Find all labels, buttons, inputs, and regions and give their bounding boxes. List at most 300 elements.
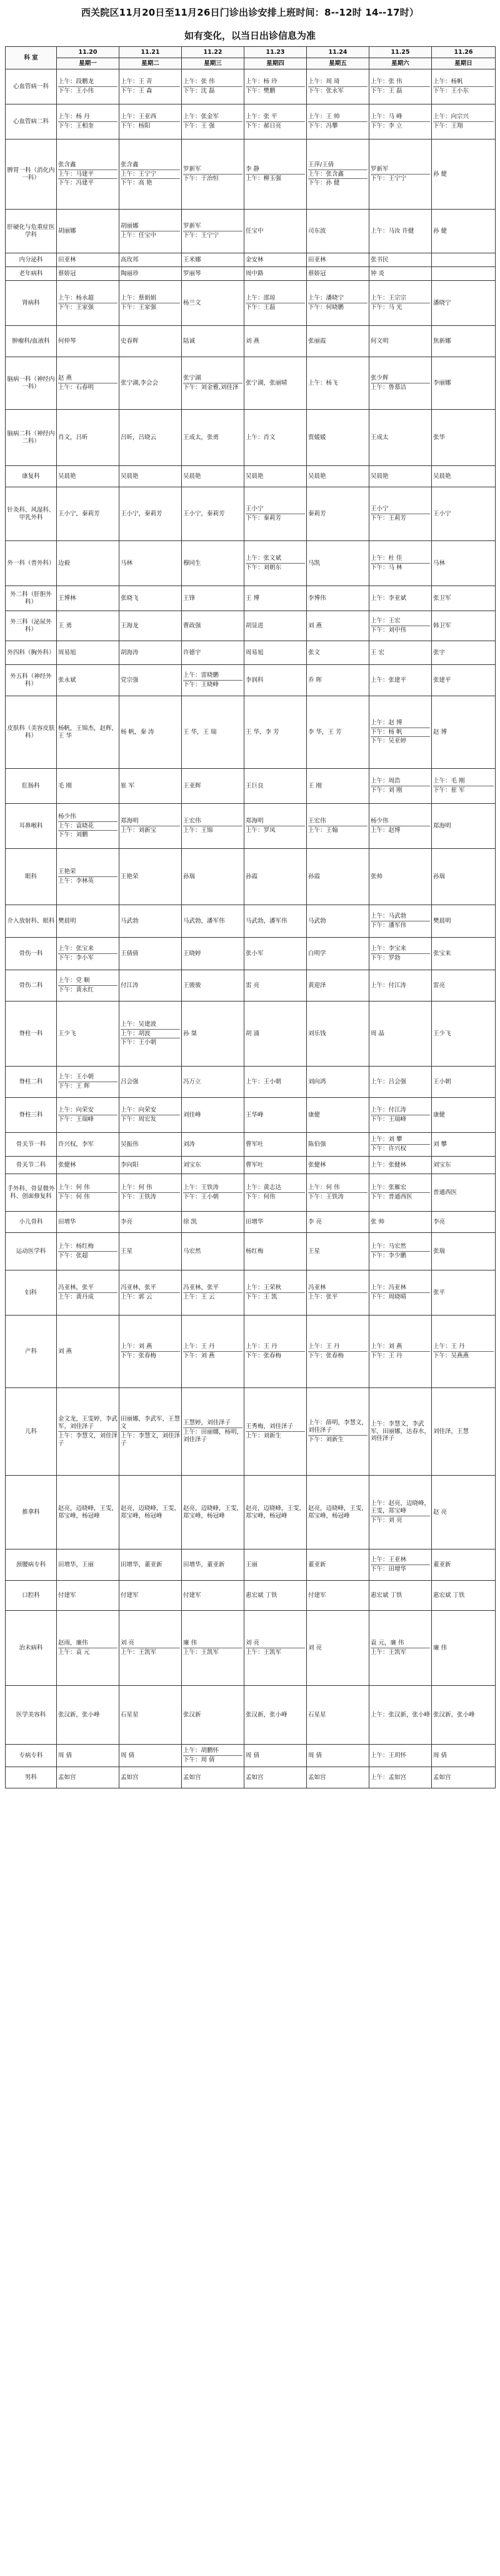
doctor-slot: 张小军 (246, 950, 264, 957)
schedule-cell (369, 326, 432, 357)
doctor-slot: 王亚辉 (183, 782, 201, 789)
doctor-slot: 下午：王小朝 (183, 1192, 242, 1201)
doctor-slot: 下午：孙 健 (308, 178, 368, 187)
schedule-cell (369, 267, 432, 281)
doctor-slot: 上午：王玥怀 (371, 1752, 407, 1759)
schedule-cell (119, 1686, 182, 1745)
doctor-slot: 上午：张 伟 (183, 78, 215, 86)
schedule-cell (57, 253, 119, 267)
doctor-slot: 下午：王 强 (183, 121, 242, 130)
doctor-slot: 冯亚林，张平 (183, 1284, 219, 1292)
day-weekday: 星期一 (57, 58, 119, 69)
doctor-slot: 上午：刘 攀 (371, 1136, 402, 1143)
doctor-slot: 上午：王亚林 (371, 1556, 407, 1564)
schedule-cell (182, 849, 244, 905)
schedule-cell (432, 1270, 496, 1316)
schedule-cell (369, 1157, 432, 1174)
doctor-slot: 上午：黄丹成 (58, 1292, 118, 1301)
doctor-slot: 上午：马 峰 (371, 113, 402, 121)
doctor-slot: 袁 元，廉 伟 (371, 1640, 404, 1647)
doctor-slot: 赵亮，迈晓峰，王雯，郑宝峰，杨冠峰 (246, 1504, 306, 1519)
schedule-row (6, 1212, 496, 1233)
schedule-cell (119, 1581, 182, 1611)
doctor-slot: 崔 军 (121, 782, 135, 789)
schedule-cell (119, 1767, 182, 1788)
schedule-cell (182, 641, 244, 665)
schedule-cell (369, 970, 432, 1001)
schedule-row (6, 69, 496, 104)
schedule-cell (307, 69, 369, 104)
doctor-slot: 下午：于治恒 (183, 174, 242, 183)
schedule-cell (432, 1174, 496, 1212)
doctor-slot: 下午：周 倩 (183, 1755, 242, 1764)
doctor-slot: 下午：王家强 (121, 303, 180, 312)
schedule-cell (244, 1067, 307, 1098)
schedule-row (6, 665, 496, 696)
doctor-slot: 马武勃 (121, 917, 139, 925)
doctor-slot: 孙霞 (308, 873, 321, 880)
doctor-slot: 石星星 (308, 1711, 326, 1718)
schedule-cell (119, 69, 182, 104)
schedule-cell (369, 281, 432, 326)
schedule-cell (432, 804, 496, 849)
doctor-slot: 上午：王荣秋 (246, 1284, 282, 1292)
schedule-cell (244, 1157, 307, 1174)
schedule-cell (369, 1388, 432, 1476)
doctor-slot: 上午：杨飞 (308, 379, 338, 387)
schedule-cell (307, 326, 369, 357)
day-date: 11.25 (369, 47, 432, 58)
dept-name: 儿科 (6, 1388, 57, 1476)
schedule-cell (182, 1233, 244, 1270)
schedule-row (6, 1745, 496, 1767)
doctor-slot: 康健 (308, 1111, 321, 1118)
schedule-row (6, 267, 496, 281)
doctor-slot: 刘宝东 (183, 1161, 201, 1169)
schedule-cell (57, 1476, 119, 1549)
page-subtitle: 如有变化，以当日出诊信息为准 (184, 30, 316, 41)
doctor-slot: 下午：田增华 (371, 1564, 430, 1573)
doctor-slot: 下午：刘金雅,刘佳泽 (183, 383, 242, 392)
header-weekday-row (6, 58, 496, 69)
schedule-cell (119, 253, 182, 267)
doctor-slot: 王米娜 (183, 256, 201, 263)
schedule-cell (57, 1316, 119, 1388)
schedule-cell (119, 905, 182, 938)
schedule-row (6, 1476, 496, 1549)
doctor-slot: 罗丽琴 (183, 270, 201, 277)
schedule-cell (119, 769, 182, 804)
doctor-slot: 上午：毛 刚 (433, 778, 465, 785)
schedule-cell (369, 69, 432, 104)
doctor-slot: 何文明 (371, 337, 389, 345)
dept-name: 外四科（胸外科） (6, 641, 57, 665)
doctor-slot: 上午：赵亮，迈晓峰，王雯，郑宝峰 (371, 1500, 431, 1515)
doctor-slot: 下午：王小伟 (58, 86, 118, 95)
doctor-slot: 王宏伟 (183, 818, 201, 825)
doctor-slot: 下午：杨 帆 (371, 728, 430, 736)
doctor-slot: 白明学 (308, 950, 326, 957)
doctor-slot: 上午：向宗兴 (433, 113, 469, 121)
schedule-cell (307, 253, 369, 267)
doctor-slot: 下午：冯攀 (308, 121, 368, 130)
schedule-cell (182, 210, 244, 253)
doctor-slot: 李 华，王 芳 (308, 728, 342, 736)
doctor-slot: 上午：向荣安 (58, 1107, 94, 1114)
doctor-slot: 李润科 (246, 676, 264, 684)
schedule-cell (57, 281, 119, 326)
schedule-cell (432, 541, 496, 586)
schedule-cell (432, 410, 496, 466)
doctor-slot: 上午：刘 燕 (371, 1343, 402, 1351)
doctor-slot: 下午：王小朝 (121, 1038, 180, 1047)
doctor-slot: 下午：刘 燕 (183, 1351, 242, 1360)
doctor-slot: 贾媛媛 (308, 434, 326, 441)
doctor-slot: 下午：王 凯 (246, 1292, 305, 1301)
schedule-cell (369, 905, 432, 938)
schedule-cell (369, 139, 432, 210)
doctor-slot: 郑海明 (121, 818, 139, 825)
schedule-cell (57, 487, 119, 541)
schedule-row (6, 1001, 496, 1067)
dept-name: 治未病科 (6, 1611, 57, 1686)
schedule-cell (432, 210, 496, 253)
dept-name: 肾病科 (6, 281, 57, 326)
doctor-slot: 廉 伟 (433, 1644, 448, 1651)
dept-name: 骨关节二科 (6, 1157, 57, 1174)
doctor-slot: 穆同生 (183, 559, 201, 567)
schedule-cell (119, 1098, 182, 1133)
doctor-slot: 马武勃 (308, 917, 326, 925)
schedule-row (6, 804, 496, 849)
doctor-slot: 上午：何 伟 (121, 1184, 152, 1192)
doctor-slot: 下午：张永军 (308, 86, 368, 95)
schedule-row (6, 1174, 496, 1212)
schedule-cell (244, 1174, 307, 1212)
day-date: 11.23 (244, 47, 307, 58)
doctor-slot: 上午：孟如宫 (371, 1773, 407, 1781)
doctor-slot: 上午：石春明 (58, 383, 118, 392)
schedule-cell (119, 1001, 182, 1067)
doctor-slot: 孟如宫 (183, 1773, 201, 1781)
doctor-slot: 下午：刘新生 (308, 1435, 368, 1444)
schedule-cell (432, 267, 496, 281)
schedule-cell (244, 139, 307, 210)
schedule-cell (307, 1001, 369, 1067)
schedule-cell (182, 611, 244, 641)
dept-column-header: 科 室 (6, 47, 57, 69)
schedule-cell (182, 696, 244, 769)
dept-name: 脑病一科（神经内一科） (6, 357, 57, 410)
doctor-slot: 上午：张 伟 (371, 78, 402, 86)
doctor-slot: 上午：张雁宏 (371, 1184, 407, 1192)
schedule-cell (369, 665, 432, 696)
doctor-slot: 上午：杜 佳 (371, 555, 402, 562)
doctor-slot: 董亚新 (308, 1561, 326, 1568)
schedule-cell (307, 769, 369, 804)
doctor-slot: 吴晨艳 (371, 472, 389, 480)
doctor-slot: 上午：吴建波 (121, 1020, 157, 1028)
schedule-cell (119, 267, 182, 281)
doctor-slot: 张汉新，张小峰 (433, 1711, 475, 1718)
doctor-slot: 上午：李慧文，李武军，田丽娜，达春水，刘佳泽子 (371, 1420, 431, 1443)
dept-name: 外一科（普外科） (6, 541, 57, 586)
schedule-row (6, 641, 496, 665)
doctor-slot: 下午：王宁宁 (371, 174, 430, 183)
doctor-slot: 下午：张春梅 (246, 1351, 305, 1360)
header-date-row (6, 47, 496, 58)
schedule-body (6, 69, 496, 1788)
schedule-cell (369, 253, 432, 267)
schedule-cell (182, 1212, 244, 1233)
schedule-cell (182, 104, 244, 139)
doctor-slot: 上午：雷晓鹏 (183, 672, 219, 679)
doctor-slot: 刘 亮 (308, 1644, 322, 1651)
schedule-cell (244, 466, 307, 487)
doctor-slot: 张健林 (308, 1161, 326, 1169)
schedule-cell (244, 769, 307, 804)
doctor-slot: 焦新娜 (433, 337, 451, 345)
schedule-row (6, 357, 496, 410)
schedule-cell (307, 487, 369, 541)
schedule-cell (244, 970, 307, 1001)
doctor-slot: 周 倩 (58, 1752, 72, 1759)
schedule-table (5, 46, 496, 1788)
schedule-cell (244, 849, 307, 905)
doctor-slot: 上午：刘 燕 (121, 1343, 152, 1351)
day-weekday: 星期六 (369, 58, 432, 69)
schedule-row (6, 1133, 496, 1157)
doctor-slot: 王慧婷，刘佳泽子 (183, 1419, 231, 1427)
doctor-slot: 刘佳峰 (183, 1111, 201, 1118)
doctor-slot: 上午：张含鑫 (308, 170, 368, 178)
doctor-slot: 杨少伟 (371, 818, 389, 825)
schedule-cell (119, 104, 182, 139)
dept-name: 眼科 (6, 849, 57, 905)
doctor-slot: 下午：王 丹 (371, 1351, 430, 1360)
doctor-slot: 上午：罗凤 (246, 826, 305, 834)
doctor-slot: 冯万立 (183, 1078, 201, 1085)
doctor-slot: 上午：潘晓宁 (308, 295, 344, 302)
schedule-cell (119, 281, 182, 326)
schedule-cell (307, 1270, 369, 1316)
doctor-slot: 上午：李宝来 (371, 945, 407, 953)
doctor-slot: 张宁湖，张丽晴 (246, 379, 288, 387)
schedule-cell (432, 611, 496, 641)
doctor-slot: 惠宏斌 丁铁 (433, 1591, 465, 1599)
doctor-slot: 上午：柳玉强 (246, 174, 305, 183)
schedule-cell (432, 357, 496, 410)
schedule-cell (57, 267, 119, 281)
schedule-cell (119, 849, 182, 905)
schedule-cell (307, 1476, 369, 1549)
doctor-slot: 张宝来 (433, 950, 451, 957)
dept-name: 推拿科 (6, 1476, 57, 1549)
doctor-slot: 上午：赵博 (371, 826, 430, 834)
schedule-cell (369, 1767, 432, 1788)
schedule-cell (307, 466, 369, 487)
schedule-cell (369, 487, 432, 541)
schedule-cell (182, 1133, 244, 1157)
doctor-slot: 王倩倩 (121, 950, 139, 957)
schedule-cell (182, 905, 244, 938)
doctor-slot: 上午：张 平 (246, 113, 278, 121)
doctor-slot: 樊晨明 (58, 917, 76, 925)
doctor-slot: 上午：付江涛 (371, 1107, 407, 1114)
doctor-slot: 下午：张春梅 (308, 1351, 368, 1360)
doctor-slot: 王少飞 (433, 1030, 451, 1037)
schedule-row (6, 1233, 496, 1270)
doctor-slot: 上午：袁 元 (58, 1648, 118, 1656)
schedule-cell (57, 1270, 119, 1316)
schedule-cell (182, 1067, 244, 1098)
doctor-slot: 上午：田丽娜，杨明，刘佳泽子 (183, 1429, 243, 1443)
schedule-cell (369, 1611, 432, 1686)
dept-name: 颈腰病专科 (6, 1549, 57, 1581)
doctor-slot: 下午：马 光 (371, 303, 430, 312)
schedule-row (6, 849, 496, 905)
doctor-slot: 雷亮 (433, 981, 446, 989)
doctor-slot: 张帅 (371, 873, 383, 880)
doctor-slot: 下午：王 辉 (58, 1082, 118, 1090)
schedule-cell (432, 1001, 496, 1067)
doctor-slot: 王 刚 (308, 782, 322, 789)
doctor-slot: 上午：马宏然 (371, 1243, 407, 1250)
schedule-cell (244, 641, 307, 665)
doctor-slot: 下午：秦莉芳 (246, 514, 305, 522)
schedule-cell (369, 1270, 432, 1316)
schedule-cell (244, 487, 307, 541)
schedule-cell (307, 586, 369, 611)
dept-name: 内分泌科 (6, 253, 57, 267)
doctor-slot: 田亚林 (58, 256, 76, 263)
dept-name: 妇科 (6, 1270, 57, 1316)
schedule-cell (244, 69, 307, 104)
doctor-slot: 吴晨艳 (308, 472, 326, 480)
schedule-cell (119, 1611, 182, 1686)
schedule-cell (57, 541, 119, 586)
schedule-row (6, 1767, 496, 1788)
doctor-slot: 上午：王 丹 (308, 1343, 340, 1351)
doctor-slot: 史春辉 (121, 337, 139, 345)
doctor-slot: 王 勇 (58, 622, 72, 629)
doctor-slot: 上午：王 帅 (308, 113, 340, 121)
doctor-slot: 下午：樊鹏 (246, 86, 305, 95)
doctor-slot: 刘乐钱 (308, 1030, 326, 1037)
doctor-slot: 下午：周晓晴 (371, 1292, 430, 1301)
doctor-slot: 刘 燕 (308, 622, 322, 629)
doctor-slot: 马武勃，潘军伟 (183, 917, 225, 925)
schedule-cell (57, 410, 119, 466)
doctor-slot: 罗新军 (183, 223, 201, 230)
schedule-cell (369, 1212, 432, 1233)
schedule-cell (369, 1001, 432, 1067)
doctor-slot: 上午：李慧文，刘佳泽子 (121, 1433, 181, 1447)
doctor-slot: 王小宁，秦莉芳 (121, 510, 162, 517)
doctor-slot: 许兴权，李军 (58, 1140, 94, 1148)
doctor-slot: 毛 刚 (58, 782, 72, 789)
doctor-slot: 潘晓宁 (433, 299, 451, 307)
doctor-slot: 上午：黄志达 (246, 1184, 282, 1192)
doctor-slot: 秦莉芳 (308, 510, 326, 517)
doctor-slot: 周易旭 (58, 649, 76, 656)
day-weekday: 星期五 (307, 58, 369, 69)
schedule-cell (182, 804, 244, 849)
schedule-cell (57, 1098, 119, 1133)
schedule-cell (307, 210, 369, 253)
schedule-cell (182, 487, 244, 541)
schedule-cell (119, 586, 182, 611)
schedule-cell (432, 253, 496, 267)
schedule-cell (57, 769, 119, 804)
dept-name: 心血管病一科 (6, 69, 57, 104)
doctor-slot: 张建平 (433, 676, 451, 684)
doctor-slot: 周 倩 (433, 1752, 448, 1759)
doctor-slot: 刘 亮 (246, 1640, 260, 1647)
doctor-slot: 上午：王凯军 (121, 1648, 180, 1656)
schedule-cell (244, 253, 307, 267)
schedule-cell (244, 1476, 307, 1549)
dept-name: 肝硬化与危重症医学科 (6, 210, 57, 253)
schedule-cell (57, 1686, 119, 1745)
doctor-slot: 下午：许兴权 (371, 1144, 430, 1153)
schedule-cell (369, 1476, 432, 1549)
doctor-slot: 上午：马武勃 (371, 913, 407, 920)
doctor-slot: 田增华，董亚新 (121, 1561, 162, 1568)
doctor-slot: 杨帆，王锦杰，赵辉，王 华 (58, 724, 118, 739)
doctor-slot: 上午：杨红梅 (58, 1243, 94, 1250)
doctor-slot: 孟如宫 (433, 1773, 451, 1781)
schedule-cell (307, 1133, 369, 1157)
schedule-cell (244, 1686, 307, 1745)
schedule-cell (307, 665, 369, 696)
doctor-slot: 张卫军 (433, 594, 451, 602)
schedule-cell (182, 253, 244, 267)
schedule-cell (369, 1686, 432, 1745)
doctor-slot: 马凯 (308, 559, 321, 567)
schedule-cell (432, 281, 496, 326)
doctor-slot: 上午：王凯军 (371, 1648, 430, 1656)
schedule-cell (57, 1067, 119, 1098)
schedule-row (6, 1611, 496, 1686)
doctor-slot: 冯亚林 (308, 1284, 326, 1292)
schedule-cell (119, 326, 182, 357)
schedule-cell (432, 769, 496, 804)
doctor-slot: 上午：杨永超 (58, 295, 94, 302)
doctor-slot: 杨兰文 (183, 299, 201, 307)
doctor-slot: 王锋 (183, 594, 196, 602)
doctor-slot: 孙 健 (433, 227, 448, 235)
doctor-slot: 下午：沈 磊 (183, 86, 242, 95)
doctor-slot: 孟如宫 (308, 1773, 326, 1781)
schedule-cell (432, 641, 496, 665)
schedule-cell (307, 641, 369, 665)
schedule-cell (307, 1767, 369, 1788)
day-date: 11.22 (182, 47, 244, 58)
schedule-cell (57, 326, 119, 357)
doctor-slot: 赵 博 (433, 728, 448, 736)
schedule-cell (57, 849, 119, 905)
doctor-slot: 胡海涛 (121, 649, 139, 656)
doctor-slot: 下午：张春梅 (121, 1351, 180, 1360)
schedule-cell (307, 267, 369, 281)
doctor-slot: 付建军 (308, 1591, 326, 1599)
schedule-cell (182, 357, 244, 410)
doctor-slot: 上午：蔡娟娟 (121, 295, 157, 302)
doctor-slot: 上午：王亚西 (121, 113, 157, 121)
doctor-slot: 付建军 (183, 1591, 201, 1599)
doctor-slot: 王星 (121, 1247, 133, 1255)
